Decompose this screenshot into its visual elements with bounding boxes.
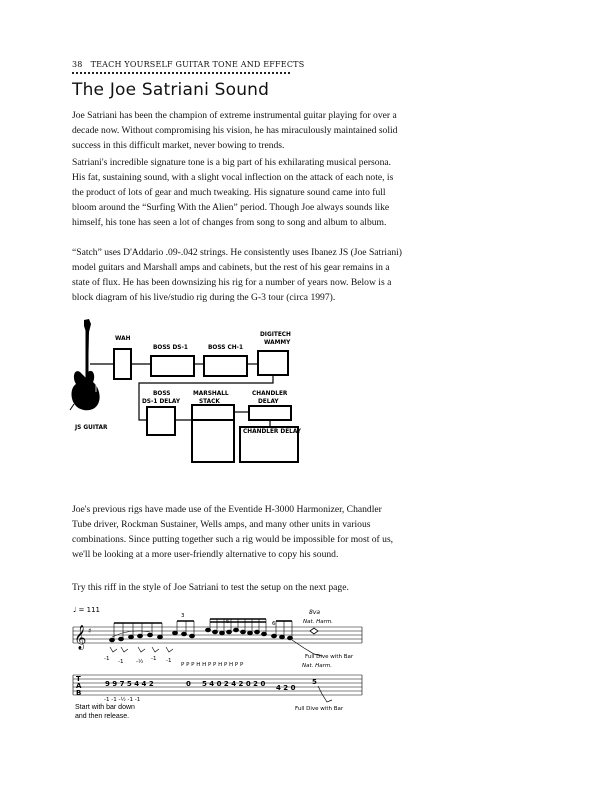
label-js-guitar: JS GUITAR (75, 425, 108, 431)
tab-notes-group-2: 0 (186, 680, 191, 688)
start-caption-1: Start with bar down (75, 704, 135, 711)
section-title: The Joe Satriani Sound (72, 80, 270, 100)
page-number: 38 (72, 60, 83, 69)
label-chandler-delay: DELAY (258, 399, 279, 405)
start-caption-2: and then release. (75, 713, 130, 720)
nat-harm-top: Nat. Harm. (303, 619, 334, 625)
label-wammy-2: WAMMY (264, 340, 291, 346)
tab-letter-b: B (76, 689, 82, 697)
bend-label-4: -1 (151, 656, 157, 662)
label-wammy-1: DIGITECH (260, 332, 291, 338)
paragraph-intro: Joe Satriani has been the champion of extreme instrumental guitar playing for over a decade now. Without compromising his vision, he has miraculously maintained solid success in this difficult market, never bowing to trends. (72, 110, 398, 151)
note-beams (114, 619, 292, 623)
bend-label-2: -1 (118, 659, 124, 665)
tab-dive-line (318, 686, 332, 702)
tuplet-6-a: 6 (226, 619, 230, 625)
octave-mark: 8va (309, 609, 321, 616)
label-ch1: BOSS CH-1 (208, 345, 243, 351)
articulation-marks: P P P H H P P H P H P P (181, 662, 244, 668)
label-stack: STACK (199, 399, 220, 405)
paragraph-tone: Satriani's incredible signature tone is a big part of his exhilarating musical persona. His fat, sustaining sound, with a slight vocal inflection on the attack of each note, is the product of lots of gear and much tweaking. His signature sound came into full bloom around the “Surfing With the Alien” period. Though Joe always sounds like himself, his tone has seen a lot of changes from song to song and album to album. (72, 157, 394, 228)
label-ds1: BOSS DS-1 (153, 345, 188, 351)
label-boss: BOSS (153, 391, 171, 397)
tab-notes-group-3: 5 4 0 2 4 2 0 2 0 (202, 680, 266, 688)
label-marshall: MARSHALL (193, 391, 229, 397)
key-sharp-icon: ♯ (88, 627, 92, 635)
paragraph-previous-rigs: Joe's previous rigs have made use of the Eventide H-3000 Harmonizer, Chandler Tube driver, Rockman Sustainer, Wells amps, and many other units in various combinations. Since putting together such a rig would be impossible for most of us, we'll be looking at a more user-friendly alternative to copy his sound. (72, 504, 394, 560)
full-dive-upper: Full Dive with Bar (305, 654, 354, 660)
label-wah: WAH (115, 336, 131, 342)
book-title: TEACH YOURSELF GUITAR TONE AND EFFECTS (90, 60, 305, 69)
bend-label-3: -½ (136, 659, 144, 665)
tuplet-6-b: 6 (272, 621, 276, 627)
nat-harm-mid: Nat. Harm. (302, 663, 333, 669)
full-dive-lower: Full Dive with Bar (295, 706, 344, 712)
tab-notes-group-5: 5 (312, 678, 317, 686)
label-chandler-cab: CHANDLER DELAY (243, 429, 301, 435)
tab-notes-group-4: 4 2 0 (276, 684, 296, 692)
bend-label-5: -1 (166, 658, 172, 664)
bend-marks (110, 647, 173, 652)
treble-clef-icon: 𝄞 (74, 625, 87, 649)
paragraph-gear: “Satch” uses D'Addario .09-.042 strings. He consistently uses Ibanez JS (Joe Satriani) model guitars and Marshall amps and cabinets, but the rest of his gear remains in a state of flux. He has been downsizing his rig for a number of years now. Below is a block diagram of his live/studio rig during the G-3 tour (circa 1997). (72, 247, 402, 303)
bend-label-1: -1 (104, 656, 110, 662)
tab-bend-labels: -1 -1 -½ -1 -1 (104, 697, 141, 703)
paragraph-try-riff: Try this riff in the style of Joe Satriani to test the setup on the next page. (72, 582, 349, 593)
tab-letter-t: T (76, 675, 81, 683)
tab-letter-a: A (76, 682, 82, 690)
tab-notes-group-1: 9 9 7 5 4 4 2 (105, 680, 154, 688)
tuplet-3: 3 (181, 613, 185, 619)
tempo-marking: ♩ = 111 (73, 606, 100, 614)
label-chandler: CHANDLER (252, 391, 288, 397)
label-ds1-delay: DS-1 DELAY (142, 399, 181, 405)
